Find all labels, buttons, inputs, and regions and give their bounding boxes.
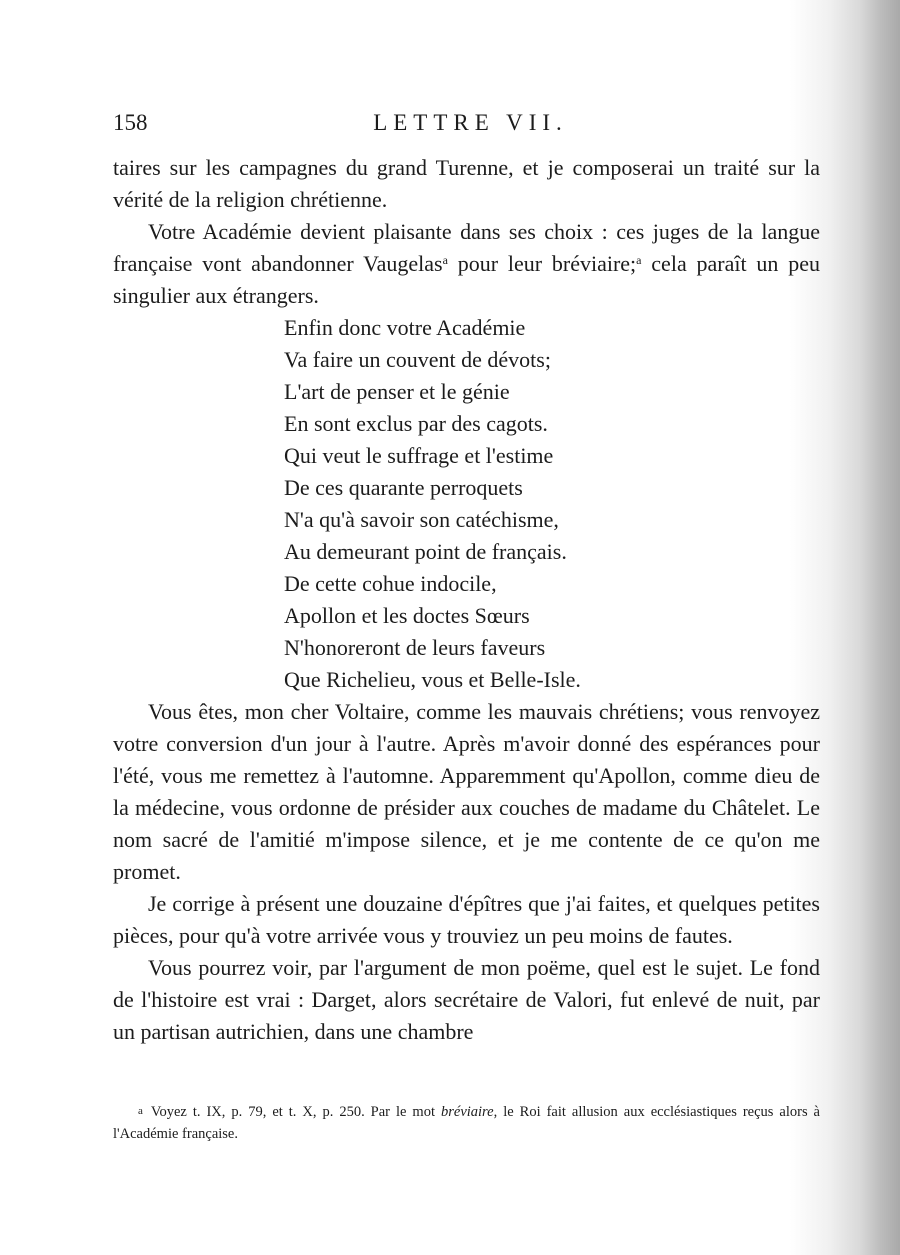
- paragraph-academie: [113, 216, 820, 312]
- verse-line: L'art de penser et le génie: [284, 379, 510, 404]
- body-text: [113, 152, 820, 1048]
- paragraph-epitres: Je corrige à présent une douzaine d'épîtres que j'ai faites, et quelques petites pièces, pour qu'à votre arrivée vous y trouviez un peu moins de fautes.: [113, 891, 820, 948]
- footnotes: [113, 1100, 820, 1145]
- verse-line: N'honoreront de leurs faveurs: [284, 635, 546, 660]
- footnote-ref-breviaire: a: [636, 253, 642, 267]
- page-header: [113, 110, 820, 140]
- verse-block: [113, 312, 820, 696]
- verse-line: Apollon et les doctes Sœurs: [284, 603, 530, 628]
- footnote: [113, 1100, 820, 1145]
- verse-line: En sont exclus par des cagots.: [284, 411, 548, 436]
- footnote-ref-vaugelas: a: [442, 253, 448, 267]
- verse-line: N'a qu'à savoir son catéchisme,: [284, 507, 559, 532]
- paragraph-continuation: taires sur les campagnes du grand Turenne, et je composerai un traité sur la vérité de la religion chrétienne.: [113, 155, 820, 212]
- paragraph-academie-part1: Votre Académie devient plaisante dans ses choix : ces juges de la langue française vont abandonner Vaugelas: [113, 219, 820, 276]
- footnote-emphasis: bréviaire: [440, 1104, 494, 1120]
- verse-line: De ces quarante perroquets: [284, 475, 523, 500]
- paragraph-academie-part3: cela paraît un peu singulier aux étrangers.: [113, 251, 820, 308]
- paragraph-academie-part2: pour leur bréviaire;: [447, 251, 637, 276]
- verse-line: De cette cohue indocile,: [284, 571, 497, 596]
- verse-line: Au demeurant point de français.: [284, 539, 567, 564]
- footnote-marker: a: [138, 1105, 143, 1117]
- verse-line: Enfin donc votre Académie: [284, 315, 526, 340]
- running-title: LETTRE VII.: [373, 110, 568, 135]
- footnote-text-before: Voyez t. IX, p. 79, et t. X, p. 250. Par le mot: [150, 1104, 441, 1120]
- paragraph-poeme: Vous pourrez voir, par l'argument de mon poëme, quel est le sujet. Le fond de l'histoire est vrai : Darget, alors secrétaire de Valori, fut enlevé de nuit, par un partisan autrichien, dans une chambre: [113, 955, 820, 1044]
- footnote-text-after: , le Roi fait allusion aux ecclésiastiques reçus alors à l'Académie française.: [113, 1104, 820, 1142]
- page-number: 158: [113, 110, 148, 135]
- verse-line: Va faire un couvent de dévots;: [284, 347, 551, 372]
- verse-line: Que Richelieu, vous et Belle-Isle.: [284, 667, 581, 692]
- paragraph-conversion: Vous êtes, mon cher Voltaire, comme les mauvais chrétiens; vous renvoyez votre conversion d'un jour à l'autre. Après m'avoir donné des espérances pour l'été, vous me remettez à l'automne. Apparemment qu'Apollon, comme dieu de la médecine, vous ordonne de présider aux couches de madame du Châtelet. Le nom sacré de l'amitié m'impose silence, et je me contente de ce qu'on me promet.: [113, 699, 820, 884]
- verse-line: Qui veut le suffrage et l'estime: [284, 443, 554, 468]
